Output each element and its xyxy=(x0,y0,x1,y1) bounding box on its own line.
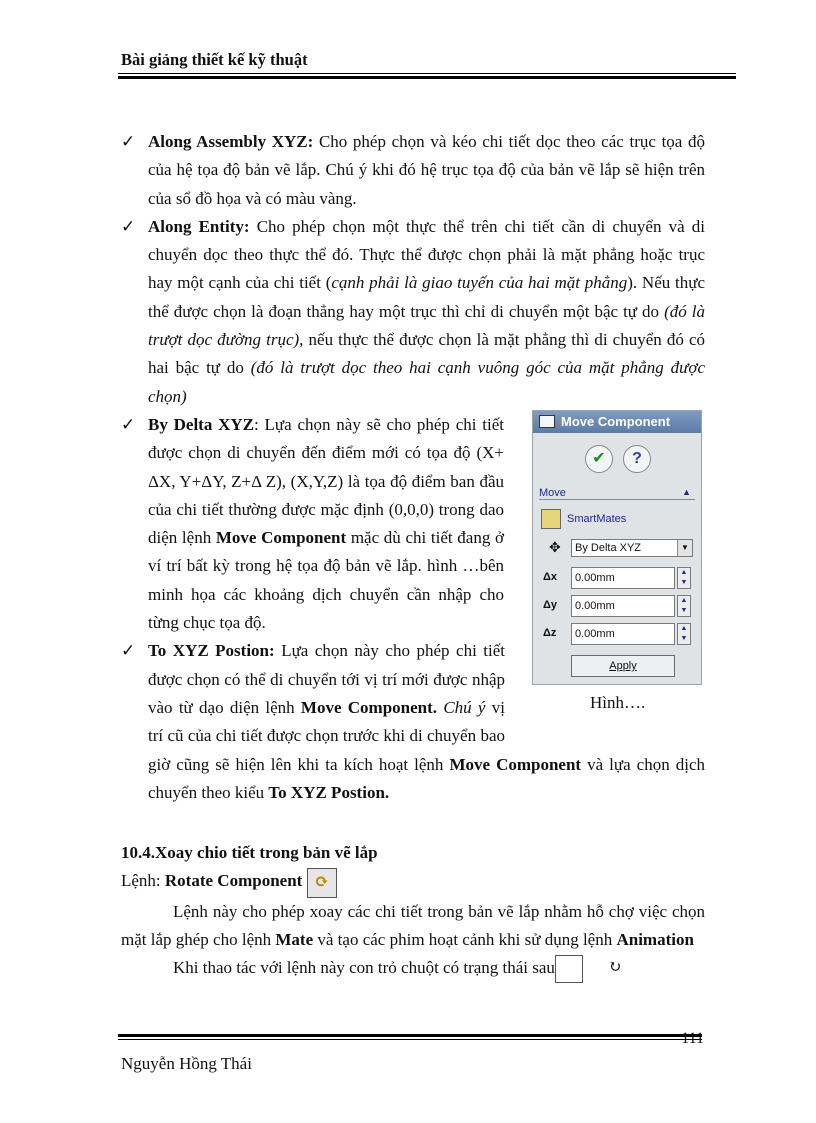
header-rule-thin xyxy=(118,73,736,74)
smartmates-icon xyxy=(541,509,561,529)
dropdown-value: By Delta XYZ xyxy=(575,542,642,554)
page-number: 111 xyxy=(681,1030,704,1047)
bullet-text: vị trí cũ của chi tiết được chọn trước khi di chuyển bao giờ cũng sẽ hiện lên khi ta kích hoạt lệnh xyxy=(148,697,505,774)
move-section-header[interactable] xyxy=(539,487,695,500)
delta-x-label: Δx xyxy=(543,571,558,583)
bullet-along-assembly xyxy=(121,128,705,213)
ok-button[interactable]: ✔ xyxy=(585,445,613,473)
checkmark-icon: ✓ xyxy=(121,414,136,434)
help-button[interactable]: ? xyxy=(623,445,651,473)
checkmark-icon: ✓ xyxy=(121,641,136,661)
bullet-bold: Move Component. xyxy=(300,697,438,717)
bullet-italic: (đó là trượt dọc đường trục) xyxy=(148,301,705,350)
bullet-bold: Move Component xyxy=(449,754,582,774)
panel-title: Move Component xyxy=(561,414,671,429)
paragraph xyxy=(121,898,705,955)
paragraph xyxy=(121,954,705,983)
checkmark-icon: ✓ xyxy=(121,216,136,236)
bullet-bold: Move Component xyxy=(215,528,347,548)
delta-z-input[interactable]: 0.00mm xyxy=(571,623,675,645)
move-component-panel xyxy=(532,410,702,685)
bullet-italic: (đó là trượt dọc theo hai cạnh vuông góc của mặt phẳng được chọn) xyxy=(148,358,705,406)
paragraph-bold: Mate xyxy=(275,929,314,949)
header-rule-thick xyxy=(118,76,736,79)
apply-button[interactable]: Apply xyxy=(571,655,675,677)
smartmates-label: SmartMates xyxy=(567,512,627,525)
bullet-term: By Delta XYZ xyxy=(148,414,255,434)
bullet-text: , nếu thực thể được chọn là mặt phẳng thì di chuyển đó có hai bậc tự do xyxy=(148,330,706,378)
rotate-cursor-icon: ↻ xyxy=(555,955,583,983)
bullet-term: To XYZ Postion: xyxy=(148,641,275,661)
bullet-bold: To XYZ Postion. xyxy=(268,782,390,802)
paragraph-text: và tạo các phim hoạt cảnh khi sử dụng lệnh xyxy=(313,929,617,949)
delta-y-input[interactable]: 0.00mm xyxy=(571,595,675,617)
paragraph-text: Khi thao tác với lệnh này con trỏ chuột có trạng thái sau xyxy=(173,958,555,978)
delta-y-label: Δy xyxy=(543,599,558,611)
paragraph-bold: Animation xyxy=(616,929,694,949)
delta-y-spinner[interactable]: ▲ ▼ xyxy=(677,595,691,617)
bullet-term: Along Assembly XYZ: xyxy=(148,132,314,151)
bullet-text: : Lựa chọn này sẽ cho phép chi tiết được chọn di chuyển đến điểm mới có tọa độ (X+ ΔX, Y+ΔY, Z+Δ Z), (X,Y,Z) là tọa độ điểm ban đầu của chi tiết thường được mặc định (0,0,0) trong dao diện lệnh xyxy=(148,414,504,548)
move-component-icon xyxy=(539,415,555,428)
command-name: Rotate Component xyxy=(164,871,303,891)
footer-rule-thick xyxy=(118,1034,702,1037)
move-type-dropdown[interactable] xyxy=(571,539,693,557)
delta-x-spinner[interactable]: ▲ ▼ xyxy=(677,567,691,589)
bullet-text: Cho phép chọn một thực thể trên chi tiết cần di chuyển và di chuyển dọc theo thực thể đó. Thực thể được chọn phải là mặt phẳng hoặc trục hay một cạnh của chi tiết ( xyxy=(148,216,705,293)
rotate-component-icon: ⟳ xyxy=(307,868,337,898)
delta-x-input[interactable]: 0.00mm xyxy=(571,567,675,589)
figure-caption: Hình…. xyxy=(590,693,646,712)
bullet-text: Cho phép chọn và kéo chi tiết dọc theo các trục tọa độ của hệ tọa độ bản vẽ lắp. Chú ý khi đó hệ trục tọa độ của bản vẽ lắp sẽ hiện trên của sổ đồ họa và có màu vàng. xyxy=(148,132,705,208)
smartmates-button[interactable] xyxy=(541,509,626,529)
checkmark-icon: ✓ xyxy=(121,132,136,151)
footer-author: Nguyễn Hồng Thái xyxy=(121,1054,252,1073)
delta-z-spinner[interactable]: ▲ ▼ xyxy=(677,623,691,645)
bullet-term: Along Entity: xyxy=(148,216,250,236)
command-line xyxy=(121,867,705,897)
bullet-italic: cạnh phải là giao tuyến của hai mặt phẳng xyxy=(331,273,628,293)
bullet-along-entity xyxy=(121,213,705,411)
collapse-up-icon[interactable]: ▲ xyxy=(682,487,691,497)
move-cross-icon: ✥ xyxy=(549,539,561,555)
footer-rule-thin xyxy=(118,1039,702,1040)
bullet-italic: Chú ý xyxy=(437,697,492,717)
command-label: Lệnh: xyxy=(121,871,165,891)
section-title: 10.4.Xoay chio tiết trong bản vẽ lắp xyxy=(121,843,378,863)
chevron-down-icon[interactable]: ▼ xyxy=(677,540,692,556)
bullet-text: Lựa chọn này cho phép chi tiết được chọn có thể di chuyển tới vị trí mới được nhập vào từ dạo diện lệnh xyxy=(148,641,506,717)
bullet-text: ). Nếu thực thể được chọn là đoạn thẳng hay một trục thì chỉ di chuyển một bậc tự do xyxy=(148,273,705,321)
page-header-title: Bài giảng thiết kế kỹ thuật xyxy=(121,50,308,69)
bullet-text: mặc dù chi tiết đang ở ví trí bất kỳ trong hệ tọa độ bản vẽ lắp. hình …bên minh họa các khoảng dịch chuyển cần nhập cho từng chục tọa độ. xyxy=(148,528,504,633)
bullet-text: và lựa chọn dịch chuyển theo kiểu xyxy=(148,754,705,802)
bullet-by-delta xyxy=(121,411,504,637)
delta-z-label: Δz xyxy=(543,627,557,639)
section-label: Move xyxy=(539,487,566,499)
paragraph-text: Lệnh này cho phép xoay các chi tiết trong bản vẽ lắp nhằm hỗ chợ việc chọn mặt lắp ghép cho lệnh xyxy=(121,901,705,949)
panel-titlebar xyxy=(533,411,701,433)
